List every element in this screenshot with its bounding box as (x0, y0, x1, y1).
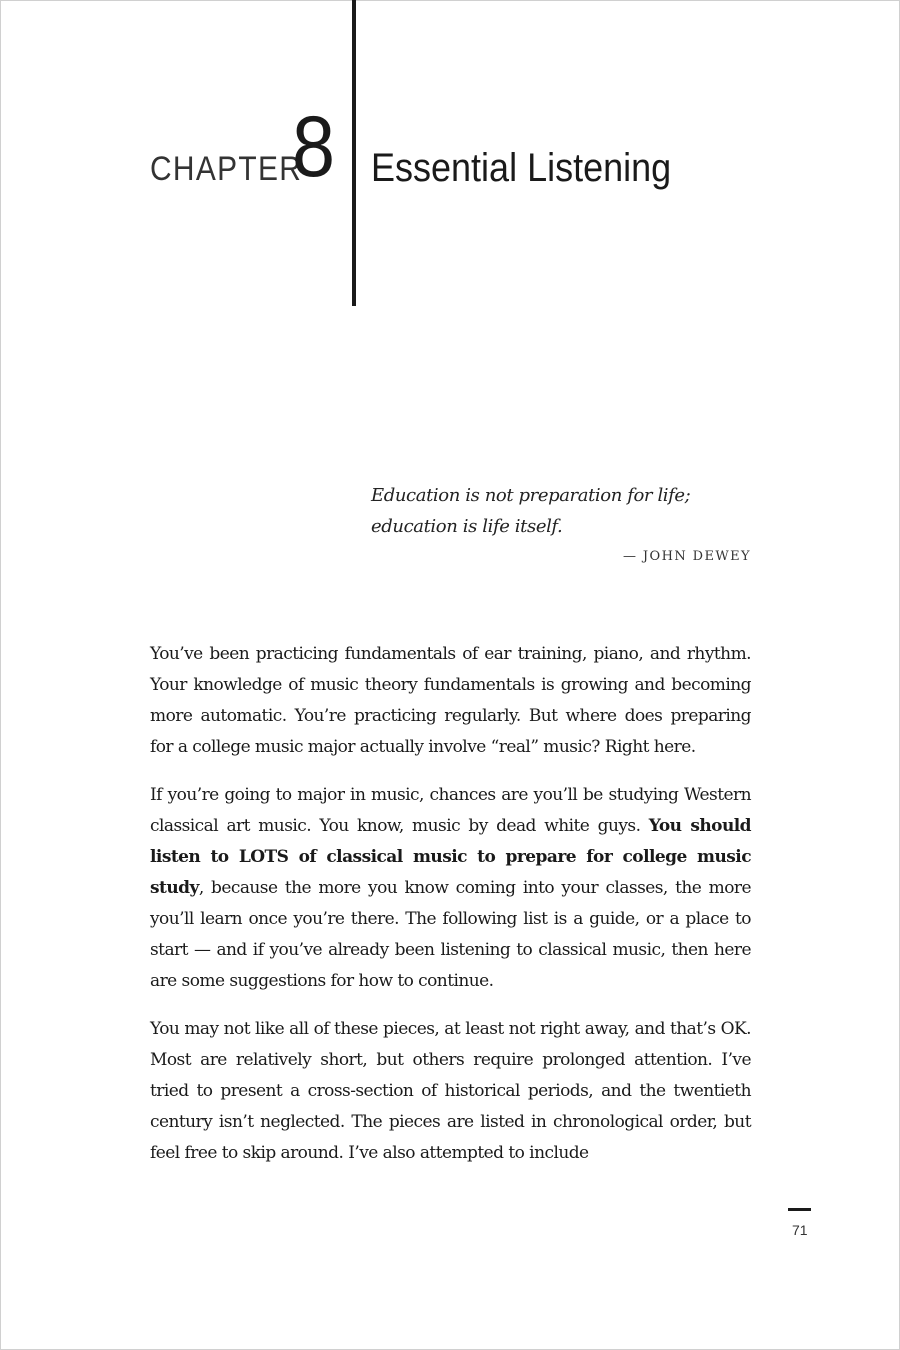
chapter-number: 8 (292, 99, 336, 195)
chapter-label: CHAPTER (150, 150, 303, 188)
paragraph-2-start: If you’re going to major in music, chances are you’ll be studying Western classical art music. You know, music by dead white guys. (150, 785, 751, 836)
chapter-divider-rule (352, 0, 356, 306)
page-number-rule (788, 1208, 811, 1211)
paragraph-3: You may not like all of these pieces, at least not right away, and that’s OK. Most are relatively short, but others require prolonged attention. I’ve tried to present a cross-section of historical periods, and the twentieth century isn’t neglected. The pieces are listed in chronological order, but feel free to skip around. I’ve also attempted to include (150, 1019, 751, 1163)
epigraph-line-2: education is life itself. (371, 516, 563, 537)
paragraph-2-bold: You should listen to LOTS of classical music to prepare for college music study (150, 816, 751, 898)
page-number: 71 (792, 1222, 808, 1238)
paragraph-1: You’ve been practicing fundamentals of ear training, piano, and rhythm. Your knowledge of music theory fundamentals is growing and becoming more automatic. You’re practicing regularly. But where does preparing for a college music major actually involve “real” music? Right here. (150, 644, 751, 757)
paragraph-2-end: , because the more you know coming into your classes, the more you’ll learn once you’re there. The following list is a guide, or a place to start — and if you’ve already been listening to classical music, then here are some suggestions for how to continue. (150, 878, 751, 991)
epigraph-quote (371, 480, 751, 542)
paragraph-2 (150, 780, 751, 997)
chapter-body (150, 639, 751, 1186)
epigraph-line-1: Education is not preparation for life; (371, 485, 691, 506)
epigraph-attribution: — JOHN DEWEY (623, 549, 751, 564)
chapter-title: Essential Listening (371, 146, 672, 190)
